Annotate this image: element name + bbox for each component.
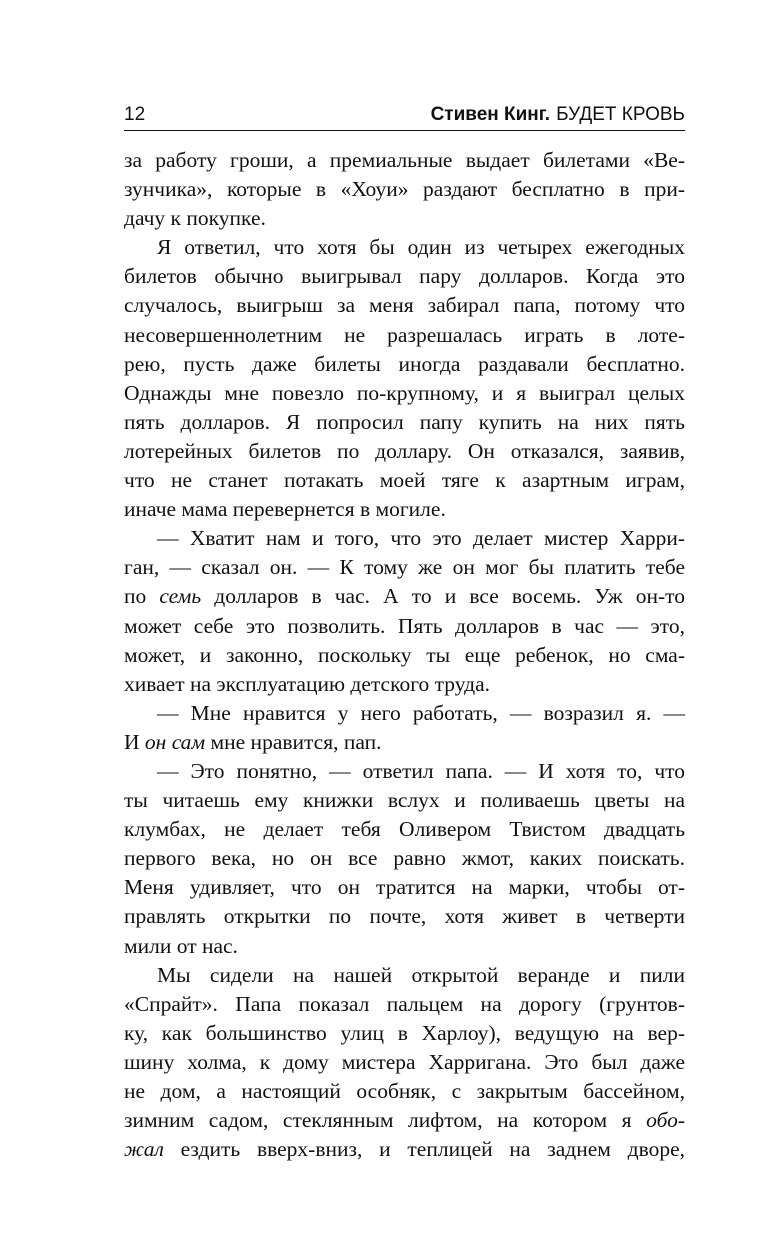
- text-line: — Это понятно, — ответил папа. — И хотя то, что: [157, 758, 685, 783]
- book-page: [124, 100, 686, 1162]
- text-line: не дом, а настоящий особняк, с закрытым бассейном,: [124, 1079, 685, 1103]
- paragraph: [124, 524, 685, 699]
- page-number: 12: [124, 104, 146, 125]
- text-run: по: [124, 584, 147, 609]
- text-line: мили от нас.: [124, 933, 238, 958]
- body-text: [124, 146, 685, 1164]
- text-line: Я ответил, что хотя бы один из четырех ежегодных: [157, 235, 685, 260]
- text-line: Меня удивляет, что он тратится на марки, чтобы от-: [124, 875, 685, 900]
- emphasis-text: семь: [159, 584, 202, 609]
- text-line: Мы сидели на нашей открытой веранде и пили: [157, 962, 685, 987]
- text-line: [124, 728, 685, 757]
- text-line: может себе это позволить. Пять долларов в час — это,: [124, 613, 685, 638]
- text-line: ты читаешь ему книжки вслух и поливаешь цветы на: [124, 788, 685, 813]
- text-run: зимним садом, стеклянным лифтом, на котором я: [124, 1108, 632, 1133]
- paragraph: [124, 699, 685, 757]
- text-line: [124, 582, 685, 611]
- paragraph: [124, 233, 685, 524]
- text-run: долларов в час. А то и все восемь. Уж он-то: [214, 584, 686, 609]
- paragraph: [124, 146, 685, 233]
- text-line: пять долларов. Я попросил папу купить на них пять: [124, 409, 685, 434]
- text-line: иначе мама перевернется в могиле.: [124, 497, 446, 522]
- text-line: правлять открытки по почте, хотя живет в четверти: [124, 904, 685, 929]
- author-name: Стивен Кинг.: [430, 104, 551, 125]
- text-line: за работу гроши, а премиальные выдает билетами «Ве-: [124, 148, 685, 172]
- running-header: [124, 100, 685, 131]
- emphasis-text: обо-: [646, 1108, 686, 1133]
- text-line: [124, 1106, 685, 1135]
- text-line: рею, пусть даже билеты иногда раздавали бесплатно.: [124, 351, 685, 376]
- text-run: ездить вверх-вниз, и теплицей на заднем дворе,: [180, 1137, 686, 1162]
- book-title-block: [431, 100, 685, 130]
- text-line: хивает на эксплуатацию детского труда.: [124, 671, 490, 696]
- text-line: может, и законно, поскольку ты еще ребенок, но сма-: [124, 642, 685, 667]
- text-line: лотерейных билетов по доллару. Он отказался, заявив,: [124, 438, 685, 463]
- paragraph: [124, 961, 685, 1165]
- text-line: дачу к покупке.: [124, 206, 266, 231]
- text-line: случалось, выигрыш за меня забирал папа, потому что: [124, 293, 685, 318]
- text-run: И: [124, 729, 140, 754]
- text-line: первого века, но он все равно жмот, каких поискать.: [124, 846, 685, 871]
- emphasis-text: он сам: [144, 729, 206, 754]
- text-line: зунчика», которые в «Хоуи» раздают бесплатно в при-: [124, 177, 685, 202]
- text-line: «Спрайт». Папа показал пальцем на дорогу (грунтов-: [124, 991, 685, 1016]
- text-line: билетов обычно выигрывал пару долларов. Когда это: [124, 264, 685, 289]
- text-line: Однажды мне повезло по-крупному, и я выиграл целых: [124, 380, 685, 405]
- text-line: клумбах, не делает тебя Оливером Твистом двадцать: [124, 817, 685, 842]
- text-line: ку, как большинство улиц в Харлоу), ведущую на вер-: [124, 1020, 685, 1045]
- text-line: — Хватит нам и того, что это делает мистер Харри-: [157, 526, 685, 551]
- text-line: что не станет потакать моей тяге к азартным играм,: [124, 468, 685, 493]
- text-line: несовершеннолетним не разрешалась играть в лоте-: [124, 322, 685, 347]
- text-line: [124, 1135, 685, 1164]
- text-run: мне нравится, пап.: [210, 729, 382, 754]
- paragraph: [124, 757, 685, 961]
- emphasis-text: жал: [124, 1137, 164, 1162]
- text-line: — Мне нравится у него работать, — возразил я. —: [157, 700, 685, 725]
- book-title: БУДЕТ КРОВЬ: [556, 104, 685, 125]
- text-line: шину холма, к дому мистера Харригана. Это был даже: [124, 1049, 685, 1074]
- text-line: ган, — сказал он. — К тому же он мог бы платить тебе: [124, 555, 685, 580]
